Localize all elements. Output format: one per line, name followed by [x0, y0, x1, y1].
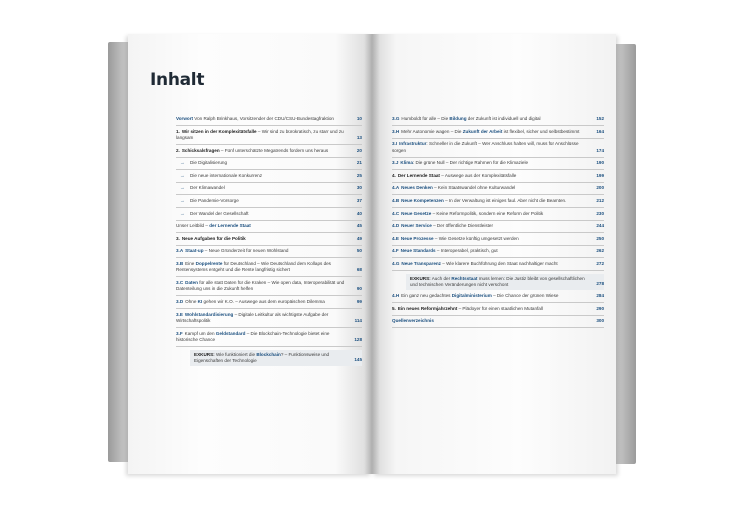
page-number: 40 — [356, 210, 362, 216]
page-number: 300 — [596, 318, 604, 324]
toc-entry — [392, 261, 604, 271]
toc-entry — [392, 236, 604, 246]
entry-text: – Interoperabel, praktisch, gut — [435, 248, 498, 254]
entry-number: 3.B — [176, 260, 184, 266]
arrow-right-icon: → — [180, 197, 185, 203]
entry-number: 4. — [392, 172, 396, 178]
toc-entry — [176, 261, 362, 277]
entry-number: 4.F — [392, 248, 399, 254]
toc-entry — [392, 318, 604, 328]
entry-text: für alle statt Daten für die Kraken – Wie open data, Interoperabilität und Datenteilung uns in die Zukunft helfen — [176, 279, 345, 292]
entry-number: 3. — [176, 235, 180, 241]
page-number: 199 — [596, 172, 604, 178]
page-number: 278 — [596, 281, 604, 287]
page-number: 284 — [596, 292, 604, 298]
toc-left — [176, 116, 362, 369]
toc-entry — [176, 248, 362, 258]
entry-heading: Neue Aufgaben für die Politik — [181, 235, 246, 241]
entry-text: Ohne — [185, 298, 198, 304]
entry-keyword: Neue Gesetze — [401, 210, 432, 216]
arrow-right-icon: → — [180, 160, 185, 166]
page-number: 145 — [354, 357, 362, 363]
entry-keyword: Neue Kompetenzen — [401, 197, 444, 203]
page-number: 152 — [596, 116, 604, 121]
page-number: 37 — [356, 197, 362, 203]
entry-number: 4.A — [392, 185, 400, 191]
entry-text: der Zukunft ist individuell und digital — [466, 116, 541, 121]
entry-number: 2. — [176, 147, 180, 153]
arrow-right-icon: → — [180, 210, 185, 216]
page-number: 68 — [356, 267, 362, 273]
entry-keyword: der Lernende Staat — [209, 223, 251, 229]
entry-text: : Schneller in die Zukunft – Wer Anschluss halten will, muss für Anschlüsse sorgen — [392, 141, 579, 153]
toc-entry — [176, 331, 362, 347]
entry-keyword: Quellenverzeichnis — [392, 318, 434, 324]
entry-number: 3.D — [176, 298, 184, 304]
toc-entry — [176, 211, 362, 221]
entry-text: Wie funktioniert die — [214, 351, 257, 357]
entry-number: 4.C — [392, 210, 400, 216]
entry-number: 3.C — [176, 279, 184, 285]
toc-entry — [406, 274, 604, 291]
page-number: 200 — [596, 185, 604, 191]
entry-text: – Wie klarere Buchführung den Staat nachhaltiger macht — [440, 260, 558, 266]
page-number: 25 — [356, 172, 362, 178]
entry-heading: Der Lernende Staat — [397, 172, 440, 178]
entry-number: 3.G — [392, 116, 400, 121]
toc-entry — [392, 160, 604, 170]
entry-heading: Wir sitzen in der Komplexitätsfalle — [181, 128, 257, 134]
toc-entry — [176, 280, 362, 296]
page-number: 99 — [356, 298, 362, 304]
entry-number: 3.J — [392, 160, 399, 166]
page-number: 50 — [356, 248, 362, 254]
exkurs-label: EXKURS: — [194, 351, 215, 357]
entry-keyword: Daten — [185, 279, 198, 285]
entry-text: Humboldt für alle – Die — [401, 116, 450, 121]
entry-keyword: Klima — [400, 160, 413, 166]
toc-entry — [392, 293, 604, 303]
page-number: 45 — [356, 223, 362, 229]
toc-entry — [392, 141, 604, 157]
page-number: 20 — [356, 147, 362, 153]
entry-number: 1. — [176, 128, 180, 134]
entry-text: Der Wandel der Gesellschaft — [190, 210, 249, 216]
page-number: 114 — [354, 317, 362, 323]
book-gutter — [364, 34, 380, 474]
toc-entry — [176, 116, 362, 126]
toc-entry — [176, 160, 362, 170]
entry-number: 3.F — [176, 330, 183, 336]
entry-text: – Keine Reformpolitik, sondern eine Reform der Politik — [431, 210, 544, 216]
entry-text: muss lernen: Die Justiz bleibt von gesellschaftlichen und technischen Veränderungen nicht verschont — [410, 275, 585, 287]
entry-keyword: Wohlstandardisierung — [184, 311, 234, 317]
toc-entry — [176, 185, 362, 195]
entry-text: : Die grüne Null – Der richtige Rahmen für die Klimaziele — [412, 160, 529, 166]
toc-entry — [392, 198, 604, 208]
page-number: 250 — [596, 235, 604, 241]
page-number: 49 — [356, 235, 362, 241]
entry-keyword: Neues Denken — [401, 185, 433, 191]
entry-keyword: Digitalministerium — [451, 292, 492, 298]
entry-keyword: Zukunft der Arbeit — [462, 128, 503, 134]
page-number: 290 — [596, 305, 604, 311]
arrow-right-icon: → — [180, 172, 185, 178]
entry-number: 4.E — [392, 235, 399, 241]
entry-keyword: Geldstandard — [215, 330, 246, 336]
page-number: 90 — [356, 286, 362, 292]
page-number: 230 — [596, 210, 604, 216]
entry-keyword: Neue Prozesse — [400, 235, 434, 241]
page-number: 128 — [354, 336, 362, 342]
entry-number: 3.I — [392, 141, 398, 147]
toc-entry — [392, 211, 604, 221]
entry-text: – Die Chance der grünen Wiese — [491, 292, 559, 298]
entry-text: für Deutschland – Wie Deutschland dem Kollaps des Rentensystems entgeht und die Rente langfristig sichert — [176, 260, 331, 273]
entry-text: Die Digitalisierung — [190, 160, 228, 166]
entry-number: 5. — [392, 305, 396, 311]
toc-entry — [392, 306, 604, 316]
page-number: 262 — [596, 248, 604, 254]
entry-text: – Plädoyer für einen staatlichen Mutanfall — [457, 305, 543, 311]
entry-number: 3.H — [392, 128, 400, 134]
entry-text: – Auswege aus der Komplexitätsfalle — [439, 172, 517, 178]
entry-text: – Digitale Leitkultur als wichtigste Aufgabe der Wirtschaftspolitik — [176, 311, 329, 323]
entry-text: gehen wir K.O. – Auswege aus dem europäischen Dilemma — [202, 298, 325, 304]
entry-number: 3.E — [176, 311, 183, 317]
entry-heading: Ein neues Reformjahrzehnt — [397, 305, 458, 311]
page-number: 244 — [596, 223, 604, 229]
entry-number: 4.D — [392, 223, 400, 229]
left-page — [128, 34, 372, 474]
exkurs-label: EXKURS: — [410, 275, 431, 281]
toc-right — [392, 116, 604, 331]
page-number: 13 — [356, 135, 362, 140]
entry-text: – Der öffentliche Dienstleister — [431, 223, 494, 229]
toc-entry — [176, 223, 362, 233]
right-page — [372, 34, 616, 474]
entry-keyword: Neuer Service — [401, 223, 432, 229]
entry-text: ? – Funktionsweise und Eigenschaften der Technologie — [194, 351, 330, 363]
page-number: 190 — [596, 160, 604, 166]
entry-text: – Kein Staatswandel ohne Kulturwandel — [432, 185, 516, 191]
page-number: 174 — [596, 147, 604, 153]
entry-keyword: Staat-up — [185, 248, 204, 254]
page-number: 164 — [596, 128, 604, 134]
entry-number: 3.A — [176, 248, 184, 254]
toc-entry — [392, 223, 604, 233]
entry-keyword: KI — [197, 298, 203, 304]
entry-keyword: Bildung — [449, 116, 467, 121]
entry-keyword: Rechtsstaat — [451, 275, 478, 281]
entry-text: Der Klimawandel — [190, 185, 225, 191]
entry-text: – Wie Gesetze künftig umgesetzt werden — [433, 235, 519, 241]
entry-number: 4.H — [392, 292, 400, 298]
arrow-right-icon: → — [180, 185, 185, 191]
entry-text: – Neue Gründerzeit für neuen Wohlstand — [203, 248, 289, 254]
toc-entry — [392, 116, 604, 126]
page-number: 21 — [356, 160, 362, 166]
toc-entry — [176, 312, 362, 328]
entry-text: – Wir sind zu bürokratisch, zu starr und zu langsam — [176, 128, 344, 140]
page-number: 272 — [596, 260, 604, 266]
toc-entry — [392, 129, 604, 139]
entry-text: Eine — [185, 260, 196, 266]
entry-text: – Die Blockchain-Technologie bietet eine historische Chance — [176, 330, 330, 342]
entry-keyword: Neue Standards — [400, 248, 436, 254]
entry-text: Die neue internationale Konkurrenz — [190, 172, 263, 178]
toc-entry — [176, 129, 362, 145]
entry-keyword: Blockchain — [256, 351, 281, 357]
toc-entry — [176, 236, 362, 246]
entry-text: Mehr Autonomie wagen – Die — [401, 128, 463, 134]
entry-text: Ein ganz neu gedachtes — [401, 292, 452, 298]
entry-text: Von Ralph Brinkhaus, Vorsitzender der CDU/CSU-Bundestagfraktion — [193, 116, 334, 121]
entry-number: 4.B — [392, 197, 400, 203]
toc-entry — [176, 173, 362, 183]
page-title: Inhalt — [150, 70, 205, 90]
toc-entry — [392, 173, 604, 183]
page-number: 212 — [596, 197, 604, 203]
entry-keyword: Neue Transparenz — [401, 260, 441, 266]
toc-entry — [176, 198, 362, 208]
entry-text: – In der Verwaltung ist einiges faul. Aber nicht die Beamten. — [443, 197, 567, 203]
entry-text: Kampf um den — [184, 330, 216, 336]
toc-entry — [176, 148, 362, 158]
entry-keyword: Doppelrente — [195, 260, 223, 266]
entry-text: Die Pandemie-Vorsorge — [190, 197, 239, 203]
entry-keyword: Vorwort — [176, 116, 194, 121]
entry-text: – Fünf unterschätzte Megatrends fordern uns heraus — [219, 147, 329, 153]
entry-text: ist flexibel, sicher und selbstbestimmt — [502, 128, 580, 134]
entry-text: Auch der — [430, 275, 452, 281]
entry-text: Unser Leitbild – — [176, 223, 210, 229]
entry-heading: Schicksalsfragen — [181, 147, 220, 153]
entry-keyword: Infrastruktur — [399, 141, 427, 147]
toc-entry — [190, 350, 362, 367]
entry-number: 4.G — [392, 260, 400, 266]
toc-entry — [176, 299, 362, 309]
page-number: 30 — [356, 185, 362, 191]
page-number: 10 — [356, 116, 362, 121]
toc-entry — [392, 248, 604, 258]
toc-entry — [392, 185, 604, 195]
